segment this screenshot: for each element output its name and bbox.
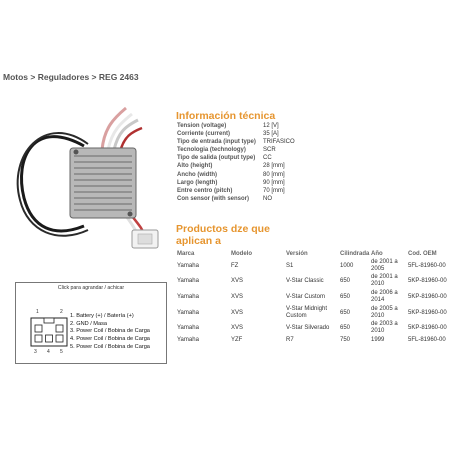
col-header-cilindrada: Cilindrada <box>340 251 370 257</box>
spec-label: Tipo de entrada (input type) <box>177 139 256 146</box>
cell-cilindrada: 650 <box>340 294 351 300</box>
cell-ano-start: de 2006 a <box>371 290 398 296</box>
spec-row <box>177 130 295 138</box>
cell-version: S1 <box>286 263 294 269</box>
cell-oem: 5KP-81960-00 <box>408 294 447 300</box>
spec-value: 80 [mm] <box>263 171 285 178</box>
cell-version: V-Star Classic <box>286 278 324 284</box>
pin-item: 5. Power Coil / Bobina de Carga <box>70 343 150 350</box>
pin-list <box>70 313 150 352</box>
cell-marca: Yamaha <box>177 263 199 269</box>
pin-number: 2 <box>60 309 63 315</box>
cell-marca: Yamaha <box>177 325 199 331</box>
cell-ano-start: de 2001 a <box>371 274 398 280</box>
pin-item: 2. GND / Masa <box>70 320 107 327</box>
cell-cilindrada: 650 <box>340 278 351 284</box>
breadcrumb[interactable]: Motos > Reguladores > REG 2463 <box>3 72 139 82</box>
connector-icon <box>30 317 68 347</box>
spec-row <box>177 154 295 162</box>
col-header-version: Versión <box>286 251 308 257</box>
spec-label: Tension (voltage) <box>177 123 227 129</box>
cell-cilindrada: 650 <box>340 310 351 316</box>
product-photo[interactable] <box>14 98 164 250</box>
spec-value: SCR <box>263 147 276 154</box>
spec-row <box>177 138 295 146</box>
spec-label: Largo (length) <box>177 179 218 186</box>
spec-value: 90 [mm] <box>263 179 285 186</box>
products-title: Productos dze que aplican a <box>176 223 270 247</box>
cell-modelo: XVS <box>231 325 244 331</box>
cell-ano-start: de 2003 a <box>371 321 398 327</box>
cell-oem: 5KP-81960-00 <box>408 325 447 331</box>
spec-label: Con sensor (with sensor) <box>177 195 250 202</box>
cell-marca: Yamaha <box>177 310 199 316</box>
cell-cilindrada: 1000 <box>340 263 354 269</box>
cell-modelo: XVS <box>231 294 244 300</box>
spec-value: TRIFASICO <box>263 139 295 146</box>
spec-row <box>177 195 295 203</box>
spec-label: Tecnologia (technology) <box>177 147 246 154</box>
spec-value: 12 [V] <box>263 123 279 129</box>
cell-ano-end: 2010 <box>371 281 385 287</box>
cell-marca: Yamaha <box>177 294 199 300</box>
spec-label: Alto (height) <box>177 163 213 170</box>
cell-ano-start: de 2005 a <box>371 306 398 312</box>
col-header-modelo: Modelo <box>231 251 252 257</box>
cell-oem: 5FL-81960-00 <box>408 337 446 343</box>
spec-row <box>177 146 295 154</box>
spec-value: NO <box>263 195 272 202</box>
spec-label: Tipo de salida (output type) <box>177 155 256 162</box>
pin-number: 3 <box>34 349 37 355</box>
cell-oem: 5KP-81960-00 <box>408 310 447 316</box>
cell-ano-end: 2005 <box>371 266 385 272</box>
cell-version: V-Star Midnight <box>286 306 328 312</box>
spec-row <box>177 122 295 130</box>
cell-version-line2: Custom <box>286 313 307 319</box>
cell-version: V-Star Custom <box>286 294 326 300</box>
wiring-diagram[interactable] <box>15 282 167 364</box>
col-header-oem: Cod. OEM <box>408 251 437 257</box>
spec-value: 28 [mm] <box>263 163 285 170</box>
spec-value: 70 [mm] <box>263 187 285 194</box>
spec-value: 35 [A] <box>263 131 279 138</box>
cell-ano-end: 2010 <box>371 328 385 334</box>
spec-row <box>177 162 295 170</box>
col-header-ano: Año <box>371 251 383 257</box>
pin-item: 3. Power Coil / Bobina de Carga <box>70 328 150 335</box>
cell-modelo: FZ <box>231 263 239 269</box>
cell-ano-end: 2010 <box>371 313 385 319</box>
cell-oem: 5KP-81960-00 <box>408 278 447 284</box>
cell-cilindrada: 750 <box>340 337 351 343</box>
cell-modelo: XVS <box>231 278 244 284</box>
spec-label: Ancho (width) <box>177 171 217 178</box>
pin-number: 4 <box>47 349 50 355</box>
col-header-marca: Marca <box>177 251 195 257</box>
cell-ano-start: de 2001 a <box>371 259 398 265</box>
pin-number: 1 <box>36 309 39 315</box>
spec-table <box>177 122 295 203</box>
pin-item: 4. Power Coil / Bobina de Carga <box>70 336 150 343</box>
cell-oem: 5FL-81960-00 <box>408 263 446 269</box>
cell-modelo: XVS <box>231 310 244 316</box>
spec-row <box>177 179 295 187</box>
cell-version: V-Star Silverado <box>286 325 330 331</box>
pin-item: 1. Battery (+) / Batería (+) <box>70 313 134 319</box>
spec-label: Corriente (current) <box>177 131 231 138</box>
cell-ano-end: 2014 <box>371 297 385 303</box>
spec-label: Entre centro (pitch) <box>177 187 233 194</box>
spec-row <box>177 171 295 179</box>
cell-version: R7 <box>286 337 294 343</box>
cell-marca: Yamaha <box>177 278 199 284</box>
pin-number: 5 <box>60 349 63 355</box>
cell-cilindrada: 650 <box>340 325 351 331</box>
wiring-toggle-label[interactable]: Click para agrandar / achicar <box>57 285 125 291</box>
cell-ano-start: 1999 <box>371 337 385 343</box>
cell-marca: Yamaha <box>177 337 199 343</box>
cell-modelo: YZF <box>231 337 243 343</box>
spec-row <box>177 187 295 195</box>
spec-value: CC <box>263 155 272 162</box>
tech-info-title: Información técnica <box>176 110 276 122</box>
